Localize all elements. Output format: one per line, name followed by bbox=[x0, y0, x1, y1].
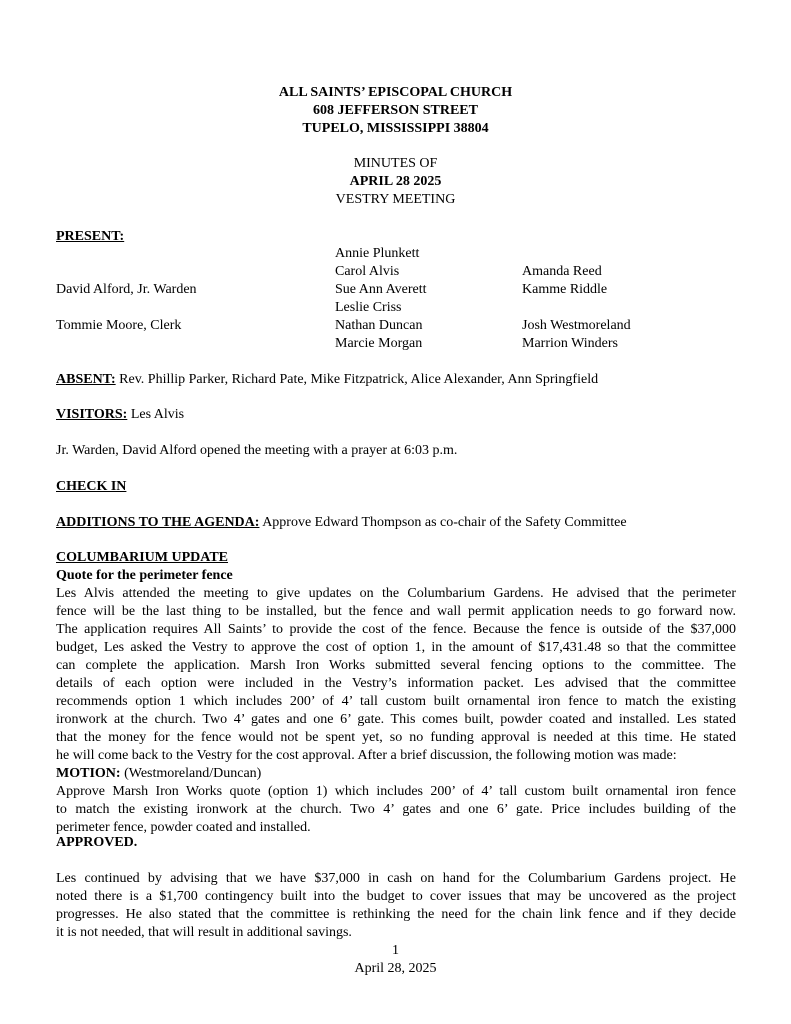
present-member: Marcie Morgan bbox=[335, 336, 423, 351]
paragraph-line: can complete the application. Marsh Iron Works submitted several fencing options to the committee. The bbox=[56, 658, 736, 673]
motion-movers: (Westmoreland/Duncan) bbox=[124, 766, 262, 781]
paragraph-line: it is not needed, that will result in additional savings. bbox=[56, 925, 352, 940]
absent-heading: ABSENT: bbox=[56, 372, 116, 387]
columbarium-paragraph bbox=[56, 585, 736, 765]
present-member: Annie Plunkett bbox=[335, 246, 420, 261]
visitors-line bbox=[56, 406, 184, 424]
present-member: Marrion Winders bbox=[522, 336, 618, 351]
motion-label: MOTION: bbox=[56, 766, 121, 781]
paragraph-line: Les continued by advising that we have $37,000 in cash on hand for the Columbarium Gardens project. He bbox=[56, 871, 736, 886]
church-name: ALL SAINTS’ EPISCOPAL CHURCH bbox=[278, 85, 513, 100]
present-member: Sue Ann Averett bbox=[335, 282, 427, 297]
columbarium-paragraph-2 bbox=[56, 870, 736, 942]
paragraph-line: Approve Marsh Iron Works quote (option 1) which includes 200’ of 4’ tall custom built ornamental iron fence bbox=[56, 784, 736, 799]
paragraph-line: details of each option were included in the Vestry’s information packet. Les advised that the committee bbox=[56, 676, 736, 691]
motion-text bbox=[56, 783, 736, 837]
visitors-list: Les Alvis bbox=[130, 407, 185, 422]
footer-date: April 28, 2025 bbox=[354, 961, 437, 976]
minutes-of: MINUTES OF bbox=[353, 156, 438, 171]
paragraph-line: progresses. He also stated that the committee is rethinking the need for the chain link fence and if they decide bbox=[56, 907, 736, 922]
church-city: TUPELO, MISSISSIPPI 38804 bbox=[302, 121, 489, 136]
paragraph-line: recommends option 1 which includes 200’ of 4’ tall custom built ornamental iron fence to match the existing bbox=[56, 694, 736, 709]
meeting-type: VESTRY MEETING bbox=[335, 192, 456, 207]
absent-list: Rev. Phillip Parker, Richard Pate, Mike Fitzpatrick, Alice Alexander, Ann Springfield bbox=[119, 372, 599, 387]
church-street: 608 JEFFERSON STREET bbox=[313, 103, 478, 118]
present-heading: PRESENT: bbox=[56, 229, 125, 244]
present-member: Amanda Reed bbox=[522, 264, 602, 279]
present-officer: David Alford, Jr. Warden bbox=[56, 282, 197, 297]
paragraph-line: ironwork at the church. Two 4’ gates and one 6’ gate. This comes built, powder coated and installed. Les stated bbox=[56, 712, 736, 727]
present-member: Kamme Riddle bbox=[522, 282, 608, 297]
present-member: Leslie Criss bbox=[335, 300, 402, 315]
paragraph-line: he will come back to the Vestry for the cost approval. After a brief discussion, the following motion was made: bbox=[56, 748, 677, 763]
paragraph-line: The application requires All Saints’ to provide the cost of the fence. Because the fence is outside of the $37,000 bbox=[56, 622, 736, 637]
additions-heading: ADDITIONS TO THE AGENDA: bbox=[56, 515, 260, 530]
columbarium-heading: COLUMBARIUM UPDATE bbox=[56, 550, 229, 565]
opening-statement: Jr. Warden, David Alford opened the meeting with a prayer at 6:03 p.m. bbox=[56, 443, 458, 458]
paragraph-line: perimeter fence, powder coated and installed. bbox=[56, 820, 311, 835]
motion-line bbox=[56, 765, 261, 783]
meeting-date: APRIL 28 2025 bbox=[349, 174, 442, 189]
present-member: Nathan Duncan bbox=[335, 318, 423, 333]
paragraph-line: budget, Les asked the Vestry to approve the cost of option 1, in the amount of $17,431.48 so that the committee bbox=[56, 640, 736, 655]
check-in-heading: CHECK IN bbox=[56, 479, 127, 494]
present-officer: Tommie Moore, Clerk bbox=[56, 318, 182, 333]
absent-line bbox=[56, 371, 598, 389]
paragraph-line: that the money for the fence would not be spent yet, so no funding approval is needed at this time. He stated bbox=[56, 730, 736, 745]
additions-text: Approve Edward Thompson as co-chair of the Safety Committee bbox=[262, 515, 627, 530]
paragraph-line: to match the existing ironwork at the church. Two 4’ gates and one 6’ gate. Price includes building of the bbox=[56, 802, 736, 817]
additions-line bbox=[56, 514, 627, 532]
paragraph-line: Les Alvis attended the meeting to give updates on the Columbarium Gardens. He advised that the perimeter bbox=[56, 586, 736, 601]
present-member: Carol Alvis bbox=[335, 264, 400, 279]
approved-label: APPROVED. bbox=[56, 835, 138, 850]
paragraph-line: noted there is a $1,700 contingency built into the budget to cover issues that may be uncovered as the project bbox=[56, 889, 736, 904]
visitors-heading: VISITORS: bbox=[56, 407, 128, 422]
page-number: 1 bbox=[392, 943, 399, 958]
paragraph-line: fence will be the last thing to be installed, but the fence and wall permit application needs to go forward now. bbox=[56, 604, 736, 619]
present-member: Josh Westmoreland bbox=[522, 318, 631, 333]
columbarium-subheading: Quote for the perimeter fence bbox=[56, 568, 233, 583]
